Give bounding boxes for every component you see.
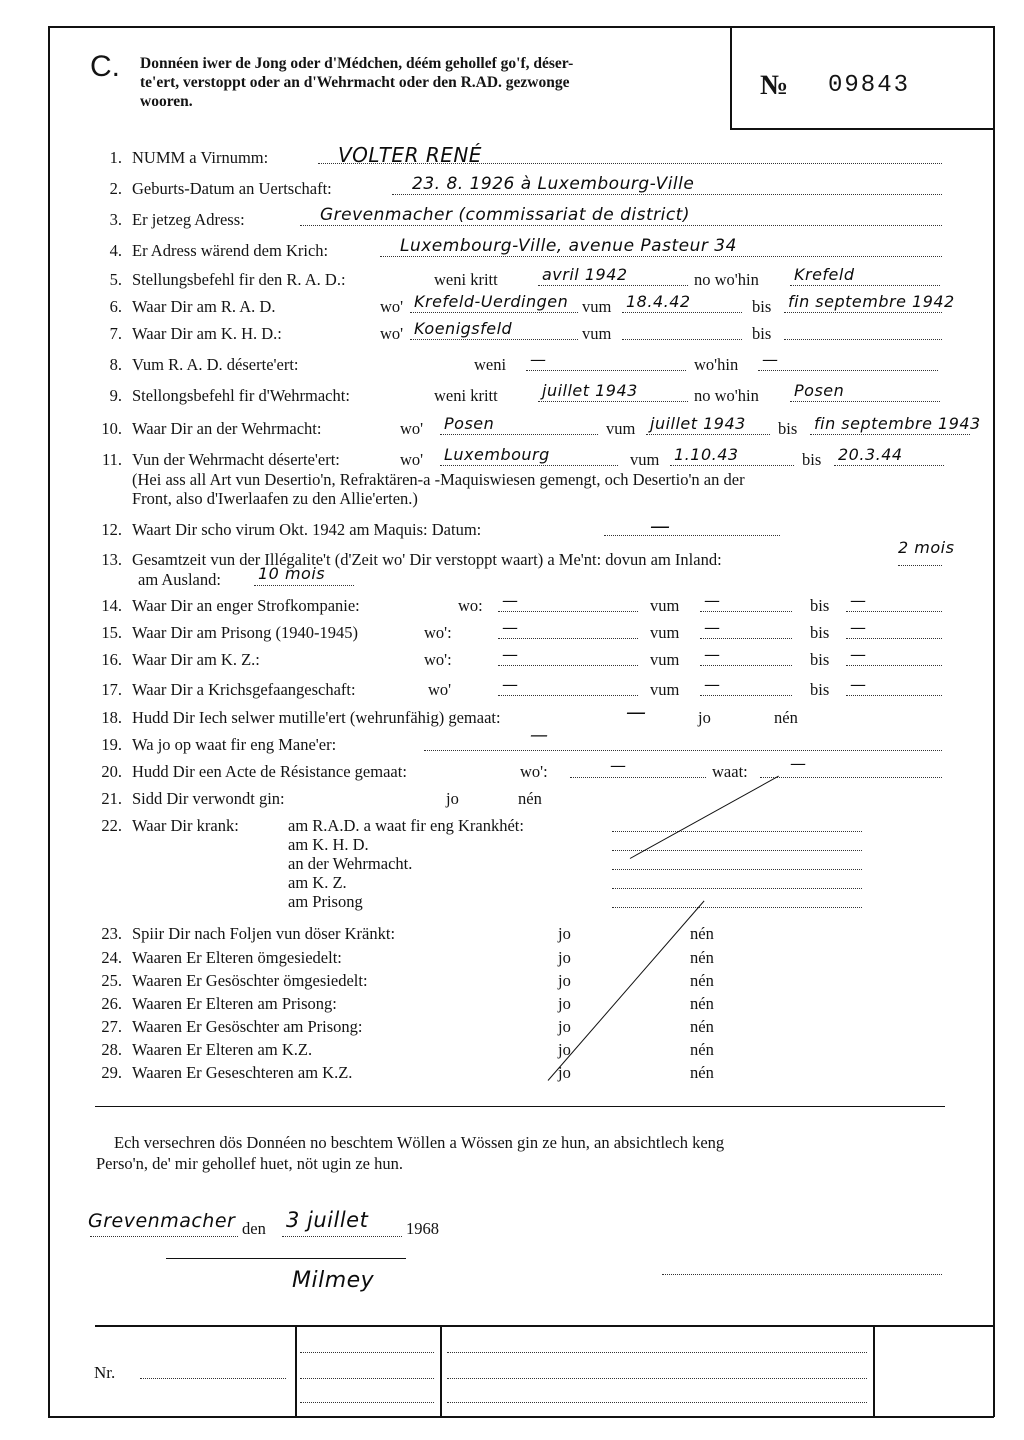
header-title (140, 54, 573, 111)
field-key-2: vum (630, 450, 660, 469)
field-key-1: wo' (380, 324, 404, 343)
sub-answer-line (612, 888, 862, 889)
field-key-3: bis (752, 297, 772, 316)
question-number: 10. (101, 419, 122, 438)
field-key-1: weni kritt (434, 386, 498, 405)
question-label: Waar Dir am K. H. D.: (132, 324, 282, 343)
field-key-1: wo' (400, 419, 424, 438)
header-title-line1: Donnéen iwer de Jong oder d'Médchen, déém gehollef go'f, déser- (140, 55, 574, 72)
question-number: 9. (109, 386, 122, 405)
signature-year: 1968 (406, 1219, 439, 1238)
question-label: Waar Dir am K. Z.: (132, 650, 260, 669)
field-value-1: juillet 1943 (542, 381, 638, 400)
field-value-1: Krefeld-Uerdingen (414, 292, 569, 311)
date-dots (282, 1236, 402, 1237)
field-line-1 (410, 339, 578, 340)
question-label: Waar Dir am R. A. D. (132, 297, 276, 316)
signature-stroke (166, 1258, 406, 1259)
sub-question-label: am K. H. D. (288, 835, 369, 854)
field-line-1 (498, 611, 638, 612)
question-label: Spiir Dir nach Foljen vun döser Kränkt: (132, 924, 396, 943)
question-number: 29. (101, 1063, 122, 1082)
signature-date: 3 juillet (286, 1208, 369, 1232)
field-key-1: weni (474, 355, 507, 374)
field-value-3: — (850, 645, 867, 664)
answer-handwriting: 2 mois (898, 538, 955, 557)
field-line-2 (700, 638, 792, 639)
frame-left (48, 26, 50, 1417)
answer-line (380, 256, 942, 257)
field-key-3: bis (810, 650, 830, 669)
question-number: 3. (109, 210, 122, 229)
field-line-3 (784, 312, 942, 313)
field-line-1 (498, 638, 638, 639)
no-option: nén (690, 971, 714, 990)
field-key-1: wo' (380, 297, 404, 316)
header-title-line2: te'ert, verstoppt oder an d'Wehrmacht oder den R.AD. gezwonge (140, 74, 570, 91)
field-line-2 (790, 401, 940, 402)
field-line-2 (700, 695, 792, 696)
field-key-1: wo: (458, 596, 483, 615)
field-value-2: 18.4.42 (626, 292, 691, 311)
field-value-1: Koenigsfeld (414, 319, 513, 338)
yes-option: jo (698, 708, 711, 727)
question-label: Er Adress wärend dem Krich: (132, 241, 329, 260)
question-number: 21. (101, 789, 122, 808)
no-option: nén (690, 924, 714, 943)
header-bottom-rule (730, 128, 994, 130)
question-label: Vun der Wehrmacht déserte'ert: (132, 450, 340, 469)
question-label: Hudd Dir een Acte de Résistance gemaat: (132, 762, 407, 781)
question-number: 18. (101, 708, 122, 727)
field-line-3 (784, 339, 942, 340)
declaration-line2: Perso'n, de' mir gehollef huet, nöt ugin ze hun. (96, 1154, 404, 1173)
field-value-3: — (850, 675, 867, 694)
question-label: Stellungsbefehl fir den R. A. D.: (132, 270, 346, 289)
field-line-3 (846, 665, 942, 666)
no-option: nén (690, 994, 714, 1013)
no-option: nén (518, 789, 542, 808)
field-value-1: Luxembourg (444, 445, 550, 464)
field-value-2: — (762, 350, 779, 369)
yes-option: jo (558, 1040, 571, 1059)
answer-line (898, 565, 942, 566)
field-line-2 (622, 339, 742, 340)
answer-handwriting: Luxembourg-Ville, avenue Pasteur 34 (400, 236, 737, 256)
field-key-3: bis (810, 623, 830, 642)
field-key-1: wo': (424, 650, 452, 669)
field-key-3: bis (810, 596, 830, 615)
sub-question-label: an der Wehrmacht. (288, 854, 413, 873)
question-label: Waar Dir a Krichsgefaangeschaft: (132, 680, 356, 699)
section-letter: C. (90, 50, 120, 83)
question-label: Waar Dir an enger Strofkompanie: (132, 596, 360, 615)
frame-bottom (48, 1416, 994, 1418)
question-label: Waaren Er Elteren am K.Z. (132, 1040, 313, 1059)
field-value-3: — (850, 591, 867, 610)
field-value-3: — (850, 618, 867, 637)
question-number: 24. (101, 948, 122, 967)
field-key-2: vum (650, 680, 680, 699)
field-line-2 (700, 611, 792, 612)
question-number: 8. (109, 355, 122, 374)
field-key-2: waat: (712, 762, 748, 781)
field-line-2 (646, 434, 770, 435)
place-dots (90, 1236, 238, 1237)
yes-option: jo (558, 924, 571, 943)
field-value-1: avril 1942 (542, 265, 628, 284)
no-option: nén (690, 1017, 714, 1036)
field-line-1 (538, 285, 688, 286)
question-label: Waaren Er Geseschteren am K.Z. (132, 1063, 353, 1082)
sub-question-label: am Prisong (288, 892, 363, 911)
field-value-1: — (502, 591, 519, 610)
answer-line (300, 225, 942, 226)
footer-nr-label: Nr. (94, 1363, 116, 1382)
question-number: 13. (101, 550, 122, 569)
question-number: 15. (101, 623, 122, 642)
question-number: 26. (101, 994, 122, 1013)
field-line-1 (410, 312, 578, 313)
no-option: nén (690, 1063, 714, 1082)
question-label: Sidd Dir verwondt gin: (132, 789, 285, 808)
question-label: Hudd Dir Iech selwer mutille'ert (wehrunfähig) gemaat: (132, 708, 501, 727)
question-label: Er jetzeg Adress: (132, 210, 245, 229)
field-line-2 (758, 370, 938, 371)
yes-option: jo (558, 1063, 571, 1082)
field-line-3 (846, 695, 942, 696)
question-number: 20. (101, 762, 122, 781)
yes-option: jo (558, 1017, 571, 1036)
sub-answer-line (612, 907, 862, 908)
strike-mark (548, 901, 705, 1081)
question-label: Waaren Er Elteren am Prisong: (132, 994, 337, 1013)
field-value-2: — (790, 754, 807, 773)
field-value-2: Krefeld (794, 265, 855, 284)
field-value-2: 1.10.43 (674, 445, 739, 464)
frame-top (48, 26, 994, 28)
field-key-2: no wo'hin (694, 270, 759, 289)
yes-option: jo (446, 789, 459, 808)
question-number: 1. (109, 148, 122, 167)
question-label: Waar Dir am Prisong (1940-1945) (132, 623, 358, 642)
question-label: Waart Dir scho virum Okt. 1942 am Maquis: Datum: (132, 520, 482, 539)
field-value-1: — (502, 675, 519, 694)
question-label: Waar Dir an der Wehrmacht: (132, 419, 322, 438)
question-number: 17. (101, 680, 122, 699)
sub-answer-line (612, 869, 862, 870)
header-title-line3: wooren. (140, 93, 193, 110)
field-value-1: — (502, 618, 519, 637)
field-key-3: bis (778, 419, 798, 438)
question-number: 19. (101, 735, 122, 754)
no-option: nén (690, 1040, 714, 1059)
sub-question-label: am R.A.D. a waat fir eng Krankhét: (288, 816, 524, 835)
footer-col-3 (873, 1326, 875, 1416)
declaration-line1: Ech versechren dös Donnéen no beschtem Wöllen a Wössen gin ze hun, an absichtlech keng (114, 1133, 725, 1152)
field-key-2: vum (606, 419, 636, 438)
form-number: 09843 (828, 72, 911, 99)
signature: Milmey (292, 1268, 375, 1293)
field-key-1: weni kritt (434, 270, 498, 289)
question-label: NUMM a Virnumm: (132, 148, 269, 167)
field-line-2 (622, 312, 742, 313)
field-line-3 (834, 465, 944, 466)
answer-handwriting: 10 mois (258, 564, 326, 583)
question-label: Waar Dir krank: (132, 816, 239, 835)
footer-col-1 (295, 1326, 297, 1416)
field-value-3: 20.3.44 (838, 445, 903, 464)
question-number: 12. (101, 520, 122, 539)
question-number: 14. (101, 596, 122, 615)
field-value-1: Posen (444, 414, 495, 433)
answer-line (604, 535, 780, 536)
field-line-3 (846, 611, 942, 612)
field-value-1: — (610, 756, 627, 775)
field-key-2: vum (650, 650, 680, 669)
question-number: 27. (101, 1017, 122, 1036)
yes-option: jo (558, 994, 571, 1013)
field-key-2: vum (650, 623, 680, 642)
question-number: 28. (101, 1040, 122, 1059)
question-number: 7. (109, 324, 122, 343)
strike-mark (630, 776, 779, 859)
frame-right (993, 26, 995, 1417)
right-signature-dots (662, 1274, 942, 1275)
footer-nr-dots (140, 1378, 286, 1379)
field-key-2: vum (650, 596, 680, 615)
question-label: Vum R. A. D. déserte'ert: (132, 355, 299, 374)
field-value-2: Posen (794, 381, 845, 400)
no-option: nén (690, 948, 714, 967)
field-key-3: bis (810, 680, 830, 699)
question-note: (Hei ass all Art vun Desertio'n, Refraktären-a -Maquiswiesen gemengt, och Desertio'n an der (132, 470, 745, 489)
question-label: Waaren Er Gesöschter ömgesiedelt: (132, 971, 368, 990)
field-value-2: — (704, 591, 721, 610)
footer-dots-a1 (300, 1352, 434, 1353)
answer-line (254, 585, 354, 586)
footer-col-2 (440, 1326, 442, 1416)
question-number: 22. (101, 816, 122, 835)
question-label-continued: am Ausland: (138, 570, 221, 589)
footer-dots-a2 (300, 1378, 434, 1379)
field-line-1 (526, 370, 686, 371)
answer-line (392, 194, 942, 195)
field-key-2: vum (582, 297, 612, 316)
field-key-1: wo': (520, 762, 548, 781)
field-line-1 (570, 777, 706, 778)
answer-handwriting: Grevenmacher (commissariat de district) (320, 205, 690, 225)
yes-option: jo (558, 948, 571, 967)
question-number: 25. (101, 971, 122, 990)
yes-option: jo (558, 971, 571, 990)
field-line-3 (810, 434, 970, 435)
field-key-3: bis (752, 324, 772, 343)
field-key-1: wo' (428, 680, 452, 699)
declaration-rule (95, 1106, 945, 1107)
field-key-2: wo'hin (694, 355, 739, 374)
answer-handwriting: VOLTER RENÉ (338, 143, 482, 167)
yes-no-mark: — (626, 700, 647, 724)
field-key-2: no wo'hin (694, 386, 759, 405)
question-label: Waaren Er Elteren ömgesiedelt: (132, 948, 342, 967)
question-number: 16. (101, 650, 122, 669)
field-value-1: — (530, 350, 547, 369)
question-label: Waaren Er Gesöschter am Prisong: (132, 1017, 363, 1036)
footer-dots-b1 (447, 1352, 867, 1353)
question-number: 2. (109, 179, 122, 198)
question-number: 6. (109, 297, 122, 316)
question-note: Front, also d'Iwerlaafen zu den Allie'erten.) (132, 489, 418, 508)
field-value-2: — (704, 618, 721, 637)
answer-handwriting: — (530, 725, 549, 746)
footer-dots-a3 (300, 1402, 434, 1403)
footer-dots-b3 (447, 1402, 867, 1403)
field-line-2 (790, 285, 940, 286)
field-line-1 (498, 695, 638, 696)
no-option: nén (774, 708, 798, 727)
question-label: Stellongsbefehl fir d'Wehrmacht: (132, 386, 350, 405)
field-value-3: fin septembre 1942 (788, 292, 955, 311)
field-line-1 (538, 401, 688, 402)
question-number: 5. (109, 270, 122, 289)
question-number: 23. (101, 924, 122, 943)
answer-handwriting: 23. 8. 1926 à Luxembourg-Ville (412, 174, 695, 194)
question-label: Wa jo op waat fir eng Mane'er: (132, 735, 337, 754)
question-label: Gesamtzeit vun der Illégalite't (d'Zeit wo' Dir verstoppt waart) a Me'nt: dovun am Inland: (132, 550, 722, 569)
sub-answer-line (612, 850, 862, 851)
declaration-text (96, 1132, 724, 1174)
footer-dots-b2 (447, 1378, 867, 1379)
field-value-2: juillet 1943 (650, 414, 746, 433)
sub-question-label: am K. Z. (288, 873, 347, 892)
field-line-1 (498, 665, 638, 666)
question-number: 4. (109, 241, 122, 260)
question-number: 11. (101, 450, 122, 469)
field-line-1 (440, 434, 598, 435)
field-key-1: wo' (400, 450, 424, 469)
field-line-3 (846, 638, 942, 639)
header-divider (730, 27, 732, 128)
field-key-1: wo': (424, 623, 452, 642)
field-value-2: — (704, 645, 721, 664)
field-line-1 (440, 465, 618, 466)
field-line-2 (670, 465, 794, 466)
sub-answer-line (612, 831, 862, 832)
answer-handwriting: — (650, 514, 671, 538)
question-label: Geburts-Datum an Uertschaft: (132, 179, 332, 198)
answer-line (424, 750, 942, 751)
field-line-2 (700, 665, 792, 666)
number-sign: № (760, 70, 789, 101)
field-value-1: — (502, 645, 519, 664)
field-key-2: vum (582, 324, 612, 343)
field-value-3: fin septembre 1943 (814, 414, 981, 433)
field-line-2 (760, 777, 942, 778)
signature-den-label: den (242, 1219, 266, 1238)
field-value-2: — (704, 675, 721, 694)
footer-rule (95, 1325, 993, 1327)
signature-place: Grevenmacher (88, 1210, 236, 1232)
field-key-3: bis (802, 450, 822, 469)
